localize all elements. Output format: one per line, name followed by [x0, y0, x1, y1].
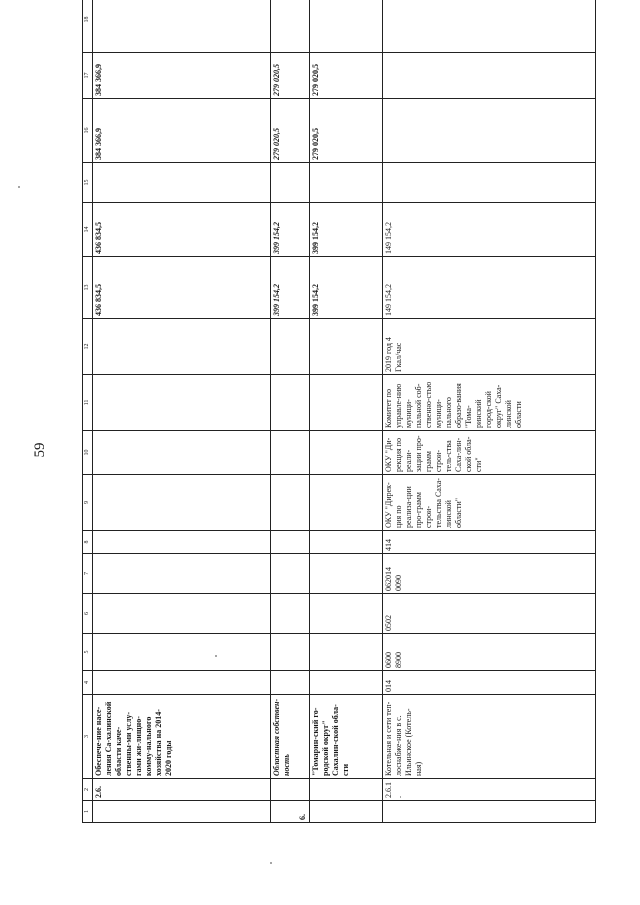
row-number-cell: [93, 801, 271, 823]
table-cell: [310, 531, 383, 554]
header-cell: 12: [83, 319, 93, 375]
table-cell: [271, 475, 310, 531]
table-cell: [310, 554, 383, 594]
table-cell: [310, 801, 383, 823]
builder-cell: ОКУ "Ди-рекция по реали-зации про-грамм строи-тель-ства Саха-лин-ской обла-сти": [383, 431, 596, 475]
rotated-table-container: [82, 16, 582, 823]
header-cell: 15: [83, 163, 93, 203]
table-cell: [271, 554, 310, 594]
table-cell: [271, 531, 310, 554]
header-cell: 3: [83, 695, 93, 779]
object-name-cell: Котельная и сети теп-лоснабже-ния в с. Ильинское (Котель-ная): [383, 695, 596, 779]
header-cell: 6: [83, 594, 93, 634]
table-cell: [93, 163, 271, 203]
table-cell: [271, 375, 310, 431]
table-cell: [310, 594, 383, 634]
table-cell: [310, 634, 383, 671]
table-row: [383, 0, 596, 823]
header-cell: 4: [83, 671, 93, 695]
header-cell: 18: [83, 0, 93, 53]
budget-code-cell: 0502: [383, 594, 596, 634]
amount-cell: 279 020,5: [271, 99, 310, 163]
header-cell: 7: [83, 554, 93, 594]
customer-cell: ОКУ "Дирек-ция по реализа-ции про-грамм строи-тельства Саха-линской области": [383, 475, 596, 531]
header-cell: 5: [83, 634, 93, 671]
table-cell: [383, 801, 596, 823]
table-cell: [310, 163, 383, 203]
table-landscape-frame: [82, 16, 582, 823]
table-cell: [271, 431, 310, 475]
amount-cell: 399 154,2: [271, 203, 310, 257]
amount-cell: 279 020,5: [310, 99, 383, 163]
amount-cell: 399 154,2: [310, 203, 383, 257]
program-name-cell: Обеспече-ние насе-ления Са-халинской области каче-ственны-ми услу-гами жи-лищно-комму-нального хозяйства на 2014-2020 годы: [93, 695, 271, 779]
table-cell: [310, 375, 383, 431]
amount-cell: 384 366,9: [93, 99, 271, 163]
amount-cell: 399 154,2: [271, 257, 310, 319]
header-cell: 2: [83, 779, 93, 801]
table-row: [93, 0, 271, 823]
table-cell: [310, 319, 383, 375]
table-cell: [271, 163, 310, 203]
table-cell: [383, 99, 596, 163]
table-cell: [310, 431, 383, 475]
table-cell: [383, 53, 596, 99]
table-cell: [93, 319, 271, 375]
recipient-cell: Комитет по управле-нию муници-пальной соб-ственно-стью муници-пального образо-вания "Тома-ринский город-ской округ" Саха-линской области: [383, 375, 596, 431]
item-code-cell: 2.6.: [93, 779, 271, 801]
table-cell: [310, 475, 383, 531]
table-cell: [93, 634, 271, 671]
header-cell: 17: [83, 53, 93, 99]
amount-cell: 279 020,5: [310, 53, 383, 99]
header-cell: 10: [83, 431, 93, 475]
table-cell: [271, 779, 310, 801]
header-cell: 14: [83, 203, 93, 257]
table-cell: [271, 634, 310, 671]
budget-table: [82, 0, 596, 823]
amount-cell: 436 834,5: [93, 257, 271, 319]
table-cell: [93, 554, 271, 594]
amount-cell: 149 154,2: [383, 257, 596, 319]
amount-cell: 279 020,5: [271, 53, 310, 99]
header-cell: 9: [83, 475, 93, 531]
header-row: [83, 0, 93, 823]
table-cell: [93, 375, 271, 431]
table-cell: [383, 163, 596, 203]
scan-speck: [270, 862, 272, 864]
item-code-cell: 2.6.1.: [383, 779, 596, 801]
amount-cell: 384 366,9: [93, 53, 271, 99]
table-cell: [271, 0, 310, 53]
budget-code-cell: 414: [383, 531, 596, 554]
table-cell: [310, 0, 383, 53]
table-cell: [93, 531, 271, 554]
budget-code-cell: 062014 0090: [383, 554, 596, 594]
table-cell: [310, 779, 383, 801]
header-cell: 8: [83, 531, 93, 554]
table-cell: [271, 319, 310, 375]
table-cell: [93, 671, 271, 695]
table-cell: [93, 594, 271, 634]
table-cell: [383, 0, 596, 53]
table-row: [271, 0, 310, 823]
amount-cell: 399 154,2: [310, 257, 383, 319]
table-cell: [271, 594, 310, 634]
table-row: [310, 0, 383, 823]
scan-speck: [215, 655, 217, 657]
capacity-cell: 2019 год 4 Гкал/час: [383, 319, 596, 375]
row-number-cell: 6.: [271, 801, 310, 823]
header-cell: 11: [83, 375, 93, 431]
table-cell: [93, 0, 271, 53]
header-cell: 16: [83, 99, 93, 163]
table-cell: [271, 671, 310, 695]
page-number: 59: [32, 442, 48, 458]
table-cell: [93, 431, 271, 475]
table-cell: [93, 475, 271, 531]
budget-code-cell: 014: [383, 671, 596, 695]
amount-cell: 149 154,2: [383, 203, 596, 257]
header-cell: 1: [83, 801, 93, 823]
amount-cell: 436 834,5: [93, 203, 271, 257]
scan-speck: [18, 186, 20, 188]
header-cell: 13: [83, 257, 93, 319]
municipality-cell: "Томарин-ский го-родской округ" Сахалин-ской обла-сти: [310, 695, 383, 779]
budget-code-cell: 0600 8900: [383, 634, 596, 671]
ownership-cell: Областная собствен-ность: [271, 695, 310, 779]
table-cell: [310, 671, 383, 695]
